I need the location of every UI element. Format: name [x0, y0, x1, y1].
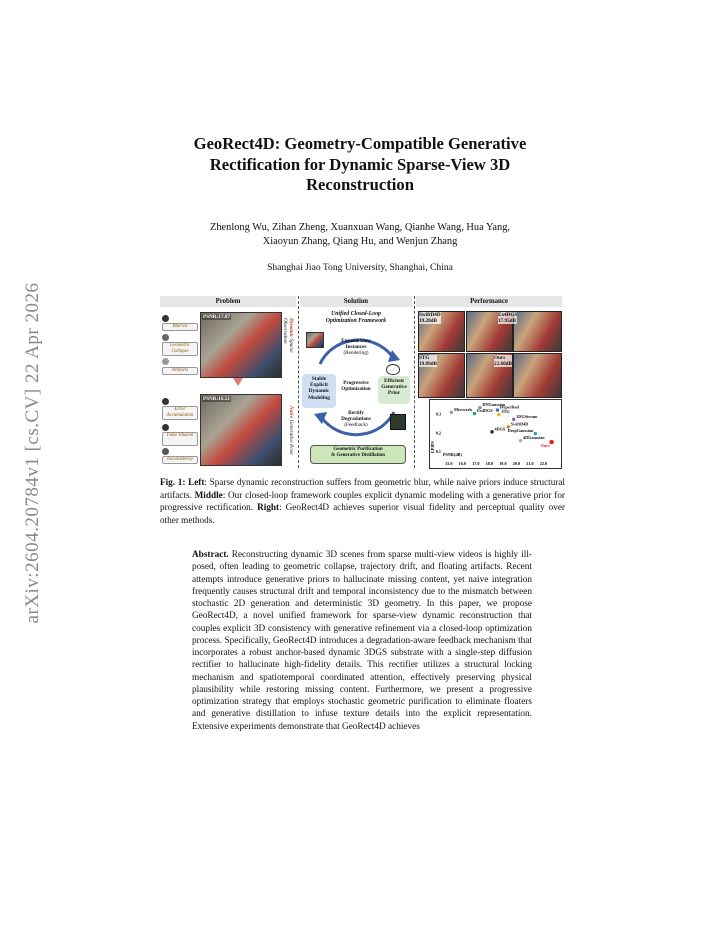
chip-geometric-collapse: Geometric Collapse	[162, 342, 198, 356]
scatter-point-label: HNGaussian	[482, 402, 506, 408]
perf-label-stg: STG 19.09dB	[419, 355, 438, 367]
generative-prior-box: Efficient Generative Prior	[378, 376, 410, 404]
illusion-icon	[162, 424, 169, 431]
caption-middle-head: Middle	[194, 489, 223, 500]
scatter-point-label: 4DGaussian	[522, 435, 545, 441]
chip-artifacts: Artifacts	[162, 367, 198, 375]
y-axis-label: LPIPS	[430, 441, 435, 453]
column-divider	[414, 296, 415, 468]
caption-left-text: : Sparse dynamic reconstruction suffers from geometric blur, while naive priors induce structural artifacts.	[160, 477, 565, 500]
expand-label: Expand View Instances (Rendering)	[341, 338, 371, 356]
scatter-point	[490, 430, 493, 433]
render-thumbnail	[306, 332, 324, 348]
brain-icon	[386, 364, 400, 375]
solution-heading: Unified Closed-Loop Optimization Framework	[325, 311, 387, 324]
perf-image-ours-2	[513, 353, 562, 398]
scatter-point-label: 3DGStream	[516, 413, 538, 419]
x-tick-label: 15.0	[445, 461, 453, 466]
problem-header: Problem	[160, 296, 296, 307]
abstract-label: Abstract.	[192, 550, 229, 560]
y-tick-label: 0.2	[435, 430, 441, 436]
scatter-point	[450, 411, 453, 414]
scatter-point-label: Ours	[540, 443, 550, 449]
y-tick-label: 0.3	[435, 411, 441, 417]
side-label-bottom: Naive Generative Prior	[288, 406, 294, 456]
arxiv-stamp: arXiv:2604.20784v1 [cs.CV] 22 Apr 2026	[22, 282, 43, 624]
down-arrow-icon	[233, 378, 243, 386]
affiliation: Shanghai Jiao Tong University, Shanghai, China	[267, 262, 453, 273]
chip-error-accumulation: Error Accumulation	[162, 406, 198, 420]
perf-label-swift: SwiftD4D 19.28dB	[419, 312, 441, 324]
chip-false-illusion: False Illusion	[162, 432, 198, 446]
scatter-point	[549, 440, 553, 444]
naive-prior-image	[200, 394, 282, 466]
chip-blurred: Blurred	[162, 323, 198, 331]
caption-left-head: Left	[188, 477, 205, 487]
author-line: Zhenlong Wu, Zihan Zheng, Xuanxuan Wang, Qianhe Wang, Hua Yang,	[209, 222, 511, 233]
stable-modeling-box: Stable Explicit Dynamic Modeling	[302, 374, 336, 408]
figure-1	[160, 296, 562, 468]
geometry-icon	[162, 334, 169, 341]
purification-distillation-box: Geometric Purification & Generative Distillation	[310, 445, 406, 464]
caption-right-head: Right	[257, 502, 280, 513]
psnr-top: PSNR:17.87	[203, 314, 230, 320]
x-tick-label: 21.0	[526, 461, 534, 466]
scatter-point	[519, 439, 522, 442]
scatter-point-label: HyperReel	[499, 404, 520, 410]
caption-right-text: : GeoRect4D achieves superior visual fidelity and perceptual quality over other methods.	[160, 502, 565, 525]
column-divider	[298, 296, 299, 468]
chip-inconsistency: Inconsistency	[162, 456, 198, 464]
x-tick-label: 18.0	[485, 461, 494, 466]
perf-label-ours: Ours 22.60dB	[494, 355, 513, 367]
inconsistency-icon	[162, 448, 169, 455]
author-line: Xiaoyun Zhang, Qiang Hu, and Wenjun Zhang	[262, 236, 458, 247]
performance-header: Performance	[416, 296, 562, 307]
caption-middle-text: : Our closed-loop framework couples explicit dynamic modeling with a generative prior for progressive rectification.	[160, 489, 565, 513]
x-tick-label: 19.0	[499, 461, 507, 466]
figure-caption	[160, 476, 565, 526]
scatter-point	[496, 408, 499, 411]
gpu-icon	[390, 414, 406, 430]
scatter-point-label: 4DGS	[494, 426, 506, 432]
x-tick-label: 22.0	[539, 461, 548, 466]
scatter-point-label: Mixvoxels	[453, 406, 473, 412]
abstract-text: Reconstructing dynamic 3D scenes from sparse multi-view videos is highly ill-posed, often leading to geometric collapse, trajectory drift, and floating artifacts. Recent attempts introduce generative priors to hallucinate missing content, yet naive integration frequently causes structural drift and temporal inconsistency due to the mismatch between stochastic 2D generation and deterministic 3D geometry. In this paper, we propose GeoRect4D, a novel unified framework for sparse-view dynamic reconstruction that couples explicit 3D consistency with generative refinement via a closed-loop optimization process. Specifically, GeoRect4D introduces a degradation-aware feedback mechanism that incorporates a robust anchor-based dynamic 3DGS substrate with a single-step diffusion rectifier to hallucinate high-fidelity details. This rectifier utilizes a structural locking mechanism and spatiotemporal coordinated attention, effectively preserving physical plausibility while restoring missing content. Furthermore, we present a progressive optimization strategy that employs stochastic geometric purification to eliminate floaters and generative distillation to infuse texture details into the explicit representation. Extensive experiments demonstrate that GeoRect4D achieves	[192, 550, 532, 732]
abstract	[192, 549, 532, 733]
x-tick-label: 17.0	[472, 461, 480, 466]
blur-icon	[162, 315, 169, 322]
caption-label: Fig. 1:	[160, 477, 186, 487]
y-tick-label: 0.1	[435, 448, 441, 454]
scatter-point-label: STG	[501, 409, 510, 415]
title-line: Reconstruction	[306, 175, 414, 194]
side-label-top: Dynamic Sparse Observation	[282, 318, 294, 353]
error-icon	[162, 398, 169, 405]
paper-title	[140, 134, 580, 196]
scatter-point	[473, 412, 476, 415]
dynamic-render-image	[200, 312, 282, 378]
title-line: Rectification for Dynamic Sparse-View 3D	[209, 154, 511, 174]
x-tick-label: 16.0	[458, 461, 466, 466]
scatter-point	[497, 413, 500, 416]
perf-label-ex4dgs: Ex4DGS 17.95dB	[498, 312, 518, 324]
x-axis-label: PSNR(dB)	[443, 452, 462, 457]
author-list	[150, 221, 570, 249]
scatter-point-label: SwiftD4D	[510, 421, 529, 427]
x-tick-label: 20.0	[512, 461, 521, 466]
scatter-point-label: Ex4DGS	[476, 408, 493, 414]
progressive-optimization-label: Progressive Optimization	[341, 380, 371, 392]
perf-image-ex4dgs-2	[513, 311, 562, 352]
scatter-point-label: DropGaussian	[507, 428, 534, 434]
title-line: GeoRect4D: Geometry-Compatible Generative	[193, 134, 527, 153]
scatter-plot-area	[430, 400, 561, 468]
rectify-label: Rectify Degradations (Feedback)	[341, 410, 371, 428]
artifact-icon	[162, 358, 169, 365]
psnr-bottom: PSNR:16.51	[203, 396, 230, 402]
lpips-psnr-scatter	[429, 399, 562, 469]
solution-header: Solution	[300, 296, 412, 307]
